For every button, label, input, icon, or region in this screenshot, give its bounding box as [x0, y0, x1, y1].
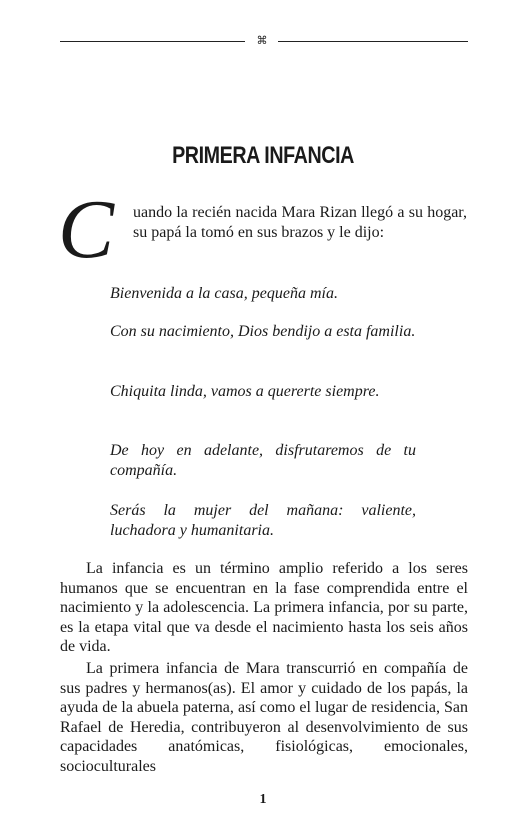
- body-paragraph: La infancia es un término amplio referido a los seres humanos que se encuentran en la fase comprendida entre el nacimiento y la adolescencia. La primera infancia, por su parte, es la etapa vital que va desde el nacimiento hasta los seis años de vida.: [60, 560, 468, 655]
- body-paragraph: La primera infancia de Mara transcurrió en compañía de sus padres y hermanos(as). El amor y cuidado de los papás, la ayuda de la abuela paterna, así como el lugar de residencia, San Rafael de Heredia, contribuyeron al desenvolvimiento de sus capacidades anatómicas, fisiológicas, emocionales, socioculturales: [60, 660, 468, 775]
- header-ornament-icon: ⌘: [256, 35, 268, 47]
- header-rule-left: [60, 41, 245, 42]
- opening-paragraph: uando la recién nacida Mara Rizan llegó a su hogar, su papá la tomó en sus brazos y le dijo:: [133, 204, 467, 241]
- verse-line: Con su nacimiento, Dios bendijo a esta familia.: [110, 323, 416, 340]
- verse-line: Chiquita linda, vamos a quererte siempre.: [110, 383, 380, 400]
- chapter-title: PRIMERA INFANCIA: [172, 142, 354, 169]
- verse-line: Bienvenida a la casa, pequeña mía.: [110, 285, 338, 302]
- header-rule-right: [278, 41, 468, 42]
- drop-cap: C: [58, 183, 115, 276]
- page-number: 1: [259, 792, 267, 807]
- verse-line: De hoy en adelante, disfrutaremos de tu compañía.: [110, 442, 416, 479]
- verse-line: Serás la mujer del mañana: valiente, luchadora y humanitaria.: [110, 502, 416, 539]
